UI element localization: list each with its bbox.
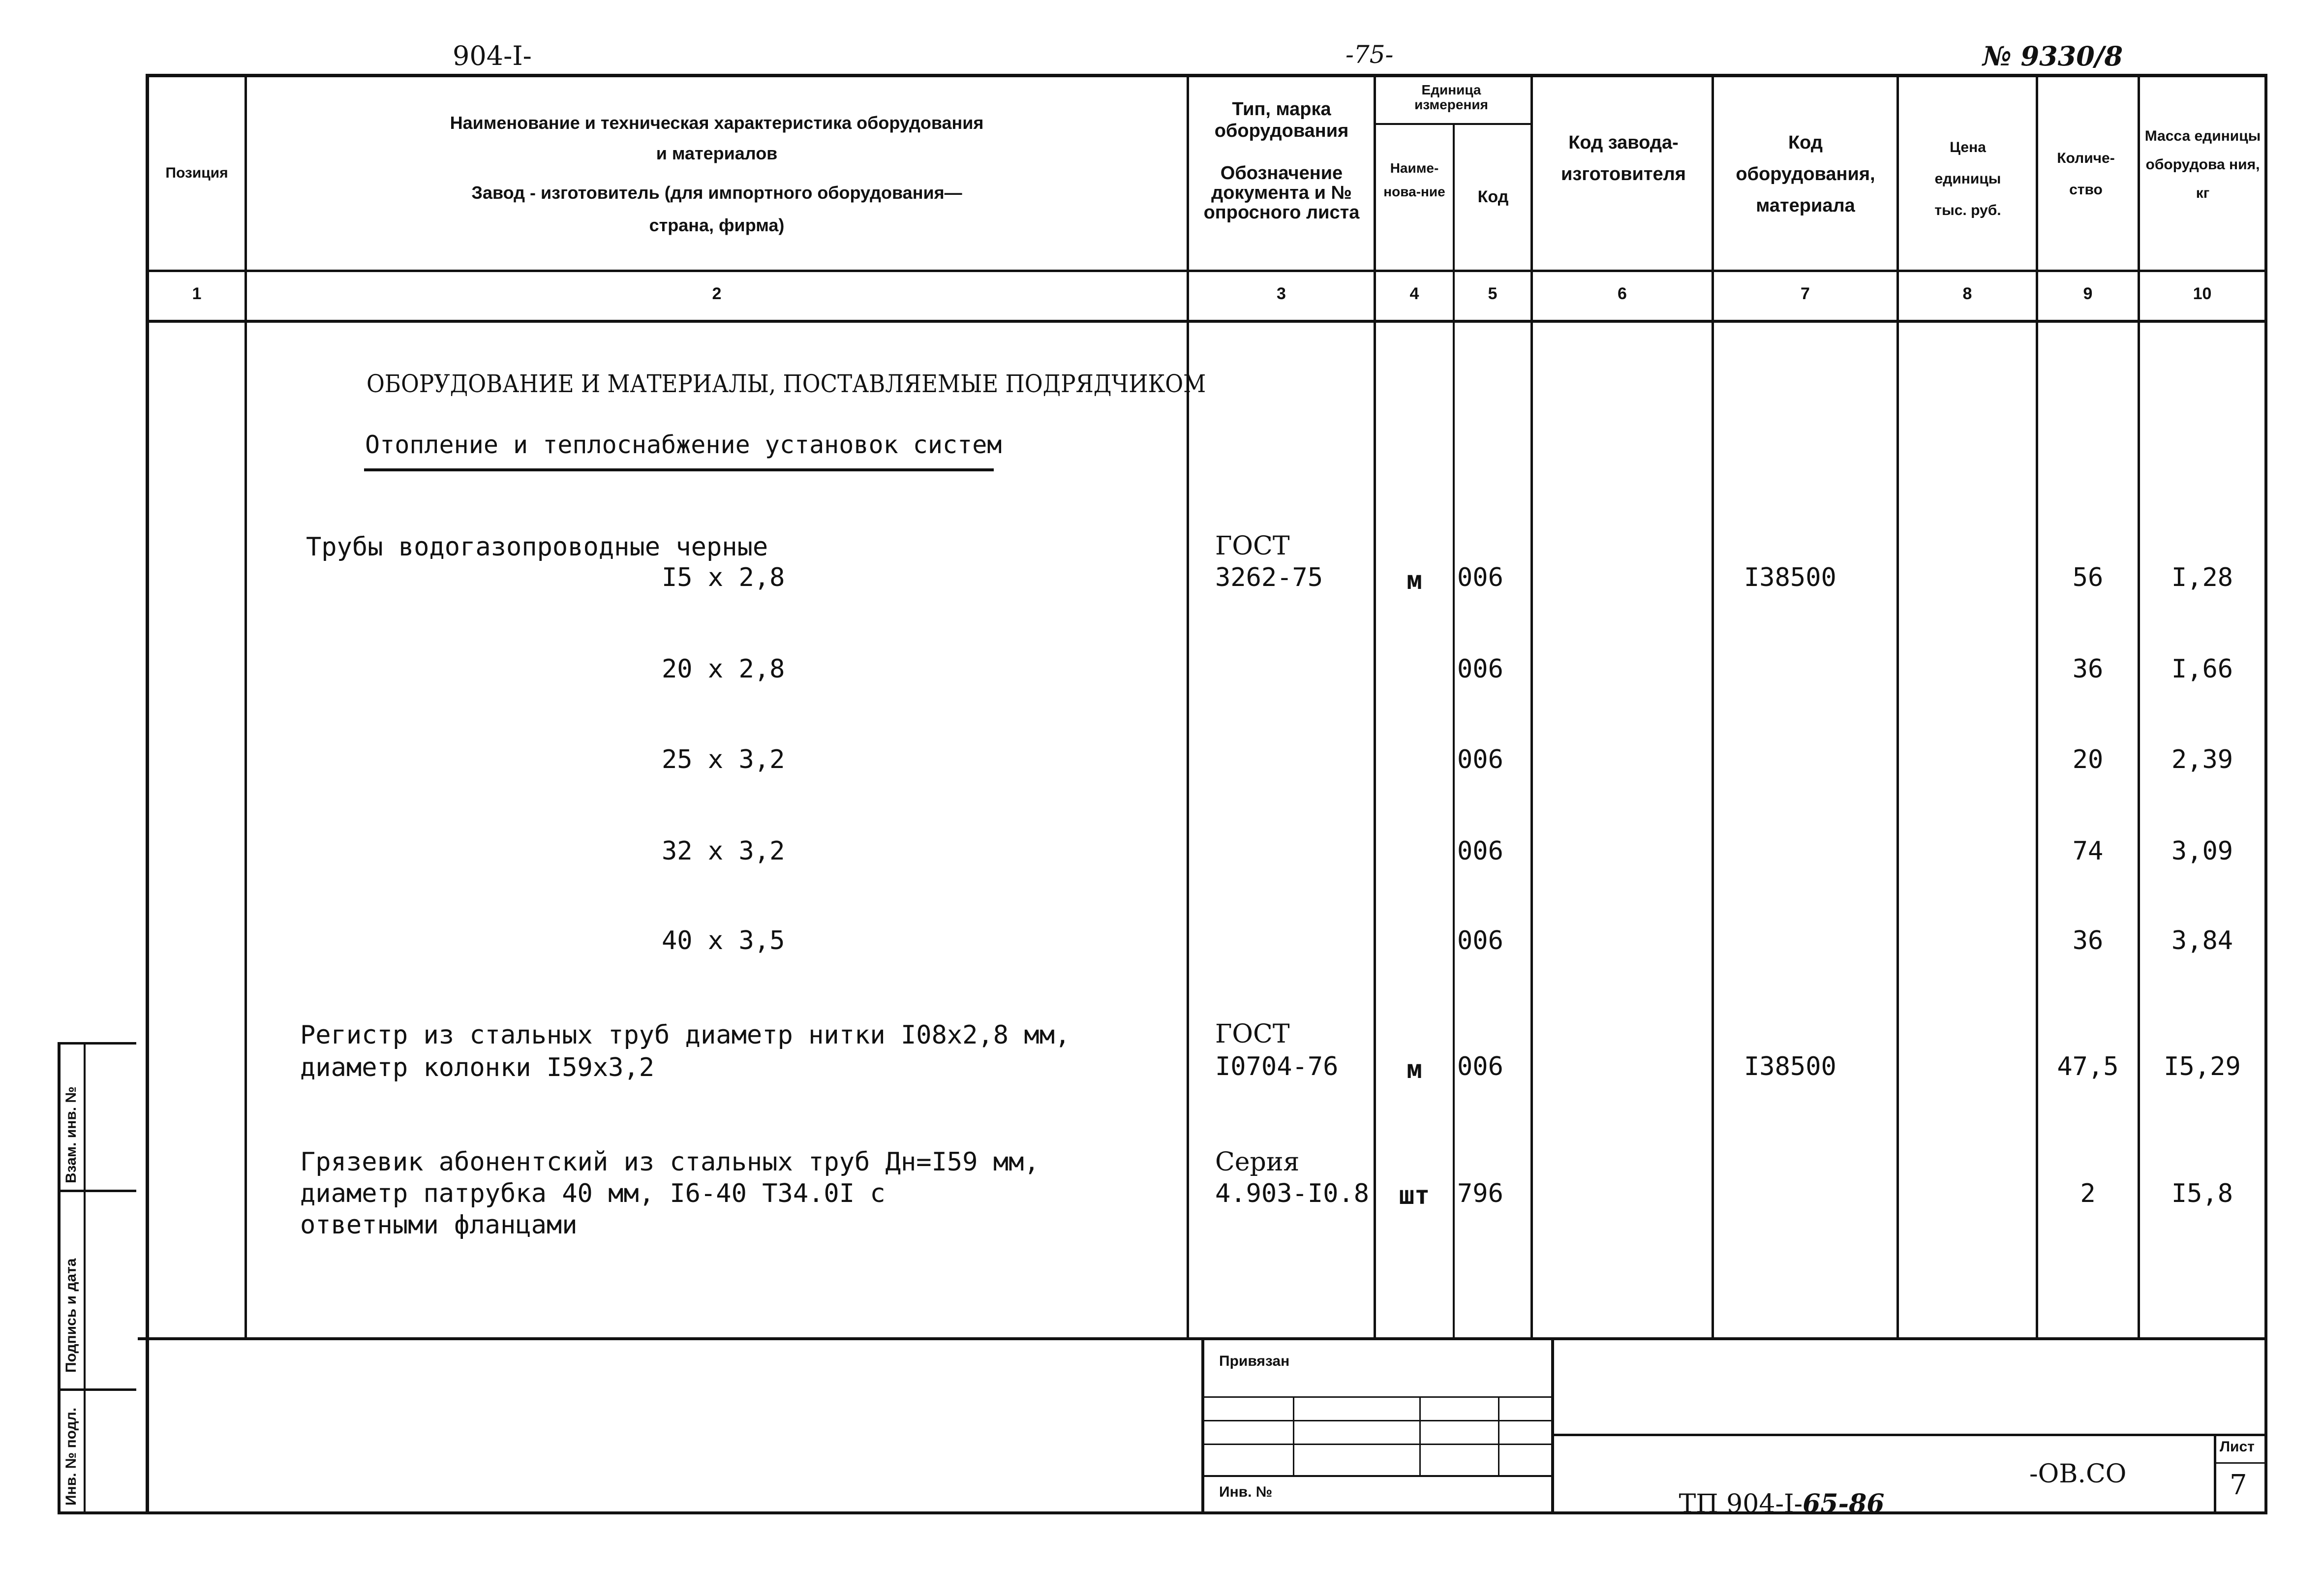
col-sep-4 (1453, 123, 1455, 1338)
section-subtitle: Отопление и теплоснабжение установок систем (365, 431, 1002, 459)
header-unit-group: Единица измерения (1414, 82, 1488, 112)
mud-name-line1: Грязевик абонентский из стальных труб Дн=I59 мм, (300, 1147, 1040, 1177)
register-name-line2: диаметр колонки I59x3,2 (300, 1053, 655, 1082)
header-doc: Обозначение документа и № опросного листа (1203, 163, 1360, 223)
row-code: 006 (1457, 563, 1503, 592)
stamp-mid (1551, 1338, 1554, 1513)
header-unit-name: Наиме-нова-ние (1383, 160, 1445, 199)
row-mass: 2,39 (2171, 745, 2233, 774)
header-factory-code: Код завода-изготовителя (1561, 132, 1686, 185)
col-sep-2 (1187, 74, 1189, 1338)
col-number-9: 9 (2083, 284, 2093, 303)
row-code: 006 (1457, 836, 1503, 866)
row-doc2: 3262-75 (1215, 563, 1323, 592)
stamp-grid-1 (1293, 1396, 1294, 1475)
header-name-line2: и материалов (656, 143, 778, 163)
stamp-inv: Инв. № (1219, 1484, 1273, 1500)
register-qty: 47,5 (2057, 1052, 2119, 1081)
mud-qty: 2 (2080, 1179, 2096, 1208)
frame-right (2264, 74, 2267, 1514)
album-number: № 9330/8 (1983, 40, 2123, 72)
row-qty: 56 (2072, 563, 2104, 592)
sheet-box-line (2215, 1462, 2264, 1464)
row-mass: I,66 (2171, 654, 2233, 684)
row-mass: 3,09 (2171, 836, 2233, 866)
stamp-line-b (1203, 1420, 1552, 1421)
header-name-line1: Наименование и техническая характеристика оборудования (450, 113, 984, 133)
col-sep-8 (2036, 74, 2038, 1338)
header-mass: Масса единицы оборудова ния, кг (2144, 128, 2261, 201)
col-number-10: 10 (2193, 284, 2212, 303)
sheet-label: Лист (2220, 1439, 2255, 1455)
frame-top (147, 74, 2267, 77)
col-sep-6 (1712, 74, 1714, 1338)
row-mass: I,28 (2171, 563, 2233, 592)
row-material: I38500 (1744, 563, 1836, 592)
side-strip-left (58, 1042, 61, 1514)
col-number-3: 3 (1277, 284, 1286, 303)
row-pipes-doc1: ГОСТ (1215, 531, 1290, 561)
register-material: I38500 (1744, 1052, 1836, 1081)
col-number-8: 8 (1962, 284, 1972, 303)
side-strip-mid (84, 1042, 86, 1514)
frame-bottom (59, 1511, 2267, 1514)
row-code: 006 (1457, 926, 1503, 955)
stamp-line-c (1203, 1444, 1552, 1445)
row-unit: м (1407, 566, 1422, 595)
header-type: Тип, марка оборудования (1214, 99, 1349, 141)
row-qty: 20 (2072, 745, 2104, 774)
side-line-1 (58, 1190, 136, 1192)
doc-code-handwritten: 65-86 (1803, 1489, 1885, 1519)
col-number-2: 2 (712, 284, 722, 303)
mud-doc1: Серия (1215, 1147, 1300, 1177)
stamp-line-d (1203, 1475, 1552, 1477)
header-unit-code: Код (1477, 187, 1509, 206)
row-pipes-name: Трубы водогазопроводные черные (306, 532, 768, 562)
register-doc2: I0704-76 (1215, 1052, 1339, 1081)
row-qty: 36 (2072, 926, 2104, 955)
side-line-2 (58, 1388, 136, 1391)
row-size: 25 x 3,2 (662, 745, 785, 774)
col-number-1: 1 (192, 284, 202, 303)
register-unit: м (1407, 1055, 1422, 1084)
row-size: I5 x 2,8 (662, 563, 785, 592)
row-size: 32 x 3,2 (662, 836, 785, 866)
unit-group-line (1375, 123, 1531, 125)
doc-code-suffix: -ОВ.СО (2029, 1459, 2127, 1489)
header-quantity: Количе-ство (2057, 150, 2115, 198)
side-inv-podl: Инв. № подл. (63, 1407, 79, 1506)
stamp-bound: Привязан (1219, 1353, 1290, 1369)
page-number: -75- (1345, 40, 1394, 69)
register-mass: I5,29 (2164, 1052, 2241, 1081)
col-sep-7 (1896, 74, 1899, 1338)
col-number-6: 6 (1618, 284, 1627, 303)
numbers-bottom-line (147, 320, 2267, 323)
row-code: 006 (1457, 745, 1503, 774)
doc-code-prefix: ТП 904-I- (1679, 1489, 1803, 1519)
section-title: ОБОРУДОВАНИЕ И МАТЕРИАЛЫ, ПОСТАВЛЯЕМЫЕ ПОДРЯДЧИКОМ (367, 369, 1206, 398)
header-material-code: Код оборудования, материала (1736, 132, 1875, 216)
row-qty: 74 (2072, 836, 2104, 866)
register-doc1: ГОСТ (1215, 1019, 1290, 1049)
col-sep-9 (2138, 74, 2140, 1338)
side-strip-top (58, 1042, 136, 1045)
header-bottom-line (147, 270, 2267, 272)
mud-name-line3: ответными фланцами (300, 1210, 578, 1240)
mud-mass: I5,8 (2171, 1179, 2233, 1208)
row-size: 40 x 3,5 (662, 926, 785, 955)
stamp-line-a (1203, 1396, 1552, 1398)
col-number-4: 4 (1409, 284, 1419, 303)
stamp-code-line (1552, 1434, 2265, 1436)
mud-doc2: 4.903-I0.8 (1215, 1179, 1370, 1208)
doc-code (1648, 1459, 1884, 1519)
frame-left (146, 74, 149, 1514)
stamp-left (1201, 1338, 1204, 1513)
header-name-line4: страна, фирма) (649, 215, 785, 235)
register-code: 006 (1457, 1052, 1503, 1081)
row-mass: 3,84 (2171, 926, 2233, 955)
row-qty: 36 (2072, 654, 2104, 684)
row-size: 20 x 2,8 (662, 654, 785, 684)
stamp-grid-3 (1498, 1396, 1499, 1475)
header-name-line3: Завод - изготовитель (для импортного оборудования— (471, 183, 962, 203)
sheet-number: 7 (2230, 1469, 2247, 1501)
col-number-5: 5 (1488, 284, 1498, 303)
header-price: Цена единицы тыс. руб. (1934, 139, 2001, 218)
stamp-grid-2 (1419, 1396, 1421, 1475)
mud-unit: шт (1399, 1181, 1430, 1210)
mud-code: 796 (1457, 1179, 1503, 1208)
register-name-line1: Регистр из стальных труб диаметр нитки I08x2,8 мм, (300, 1020, 1070, 1050)
col-number-7: 7 (1801, 284, 1810, 303)
side-podpis: Подпись и дата (63, 1258, 79, 1373)
row-code: 006 (1457, 654, 1503, 684)
header-position: Позиция (165, 165, 228, 181)
mud-name-line2: диаметр патрубка 40 мм, I6-40 Т34.0I с (300, 1179, 886, 1208)
side-vzam: Взам. инв. № (63, 1086, 79, 1183)
series-label: 904-I- (453, 40, 532, 71)
subtitle-underline (364, 468, 994, 471)
col-sep-3 (1374, 74, 1376, 1338)
col-sep-1 (245, 74, 247, 1338)
sheet-box-left (2214, 1434, 2216, 1512)
col-sep-5 (1530, 74, 1533, 1338)
